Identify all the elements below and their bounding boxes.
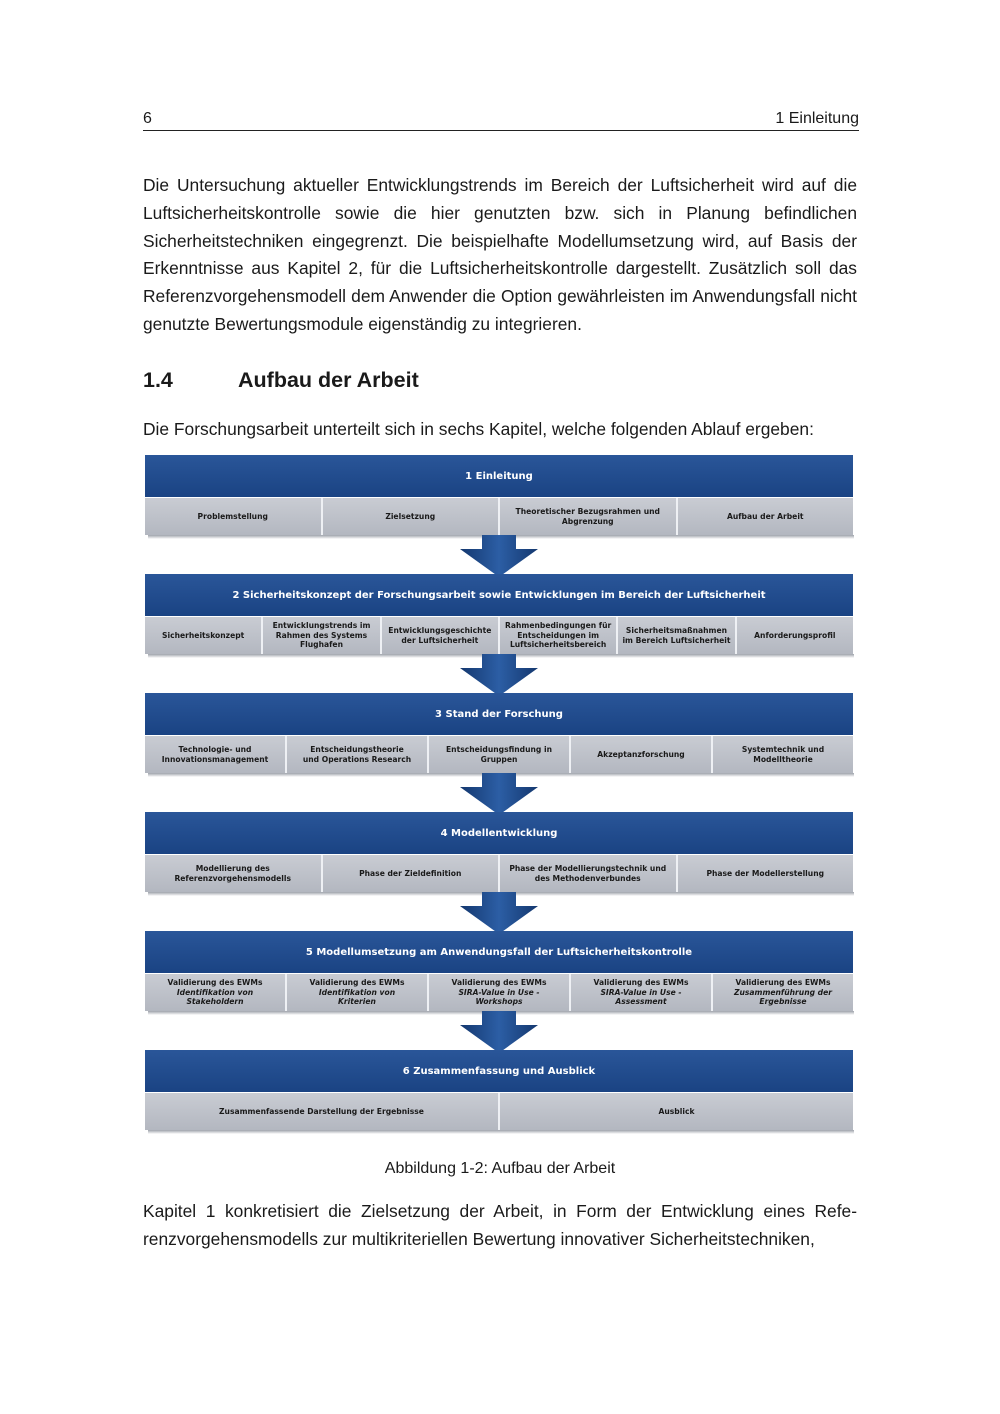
topic-label: Aufbau der Arbeit xyxy=(726,511,804,521)
topic-label: Entwicklungstrends im xyxy=(272,621,371,631)
topic-sublabel: Kriterien xyxy=(338,997,376,1007)
topic-label: im Bereich Luftsicherheit xyxy=(622,635,731,645)
topic-cell xyxy=(429,974,571,1011)
chapter-topics xyxy=(145,617,853,654)
chapter-title: 5 Modellumsetzung am Anwendungsfall der Luftsicherheitskontrolle xyxy=(145,931,853,973)
topic-sublabel: Identifikation von xyxy=(318,987,396,997)
topic-sublabel: SIRA-Value in Use - xyxy=(600,987,682,997)
topic-sublabel: Zusammenführung der xyxy=(733,987,833,997)
topic-label: Referenzvorgehensmodells xyxy=(174,873,292,883)
topic-label: Rahmenbedingungen für xyxy=(505,621,612,631)
topic-cell xyxy=(737,617,853,654)
topic-label: Validierung des EWMs xyxy=(167,978,263,988)
topic-label: Innovationsmanagement xyxy=(161,754,269,764)
topic-label: Akzeptanzforschung xyxy=(597,749,685,759)
flow-arrow-icon xyxy=(460,654,538,696)
running-chapter-title: 1 Einleitung xyxy=(775,110,859,127)
topic-sublabel: Ergebnisse xyxy=(759,997,807,1007)
chapter-topics xyxy=(145,974,853,1011)
figure-caption: Abbildung 1-2: Aufbau der Arbeit xyxy=(384,1160,616,1177)
topic-cell xyxy=(500,617,618,654)
topic-label: Validierung des EWMs xyxy=(593,978,689,988)
topic-cell xyxy=(287,736,429,773)
topic-label: Zusammenfassende Darstellung der Ergebnisse xyxy=(219,1106,424,1116)
topic-label: Entwicklungsgeschichte xyxy=(388,626,492,636)
topic-label: Phase der Zieldefinition xyxy=(359,868,462,878)
topic-label: Theoretischer Bezugsrahmen und xyxy=(515,507,660,517)
topic-cell xyxy=(145,974,287,1011)
chapter-title: 6 Zusammenfassung und Ausblick xyxy=(145,1050,853,1092)
topic-cell xyxy=(713,736,853,773)
topic-cell xyxy=(429,736,571,773)
topic-label: Validierung des EWMs xyxy=(735,978,831,988)
topic-label: Sicherheitskonzept xyxy=(162,630,245,640)
topic-label: Entscheidungstheorie xyxy=(310,745,404,755)
page-number: 6 xyxy=(143,110,152,127)
topic-label: Entscheidungen im xyxy=(517,630,600,640)
chapter-topics xyxy=(145,1093,853,1130)
topic-label: Zielsetzung xyxy=(385,511,436,521)
figure-intro-text: Die Forschungsarbeit unterteilt sich in sechs Kapitel, welche folgenden Ablauf ergeben: xyxy=(143,419,814,439)
topic-sublabel: Stakeholdern xyxy=(186,997,244,1007)
structure-diagram xyxy=(145,455,853,1135)
section-number: 1.4 xyxy=(143,368,173,392)
body-paragraph-2: Kapitel 1 konkretisiert die Zielsetzung der Arbeit, in Form der Entwicklung eines Referenzvorgehensmodells zur multikriteriellen Bewertung innovativer Sicherheitstechniken, xyxy=(143,1201,857,1249)
topic-label: Problemstellung xyxy=(197,511,268,521)
topic-cell xyxy=(571,736,713,773)
topic-sublabel: Assessment xyxy=(615,997,667,1007)
flow-arrow-icon xyxy=(460,773,538,815)
topic-label: Validierung des EWMs xyxy=(451,978,547,988)
topic-cell xyxy=(713,974,853,1011)
topic-cell xyxy=(263,617,381,654)
topic-label: Rahmen des Systems xyxy=(275,630,368,640)
topic-cell xyxy=(145,498,323,535)
topic-label: Luftsicherheitsbereich xyxy=(509,640,607,650)
topic-cell xyxy=(500,498,678,535)
flow-arrow-icon xyxy=(460,1011,538,1053)
topic-label: des Methodenverbundes xyxy=(534,873,641,883)
topic-cell xyxy=(323,498,501,535)
topic-cell xyxy=(145,736,287,773)
topic-cell xyxy=(145,617,263,654)
chapter-title: 4 Modellentwicklung xyxy=(145,812,853,854)
block-shadow xyxy=(148,1130,854,1134)
chapter-topics xyxy=(145,498,853,535)
topic-cell xyxy=(382,617,500,654)
topic-cell xyxy=(323,855,501,892)
topic-cell xyxy=(287,974,429,1011)
topic-cell xyxy=(145,855,323,892)
topic-label: Modellierung des xyxy=(195,864,270,874)
topic-label: Modelltheorie xyxy=(753,754,813,764)
body-paragraph-1: Die Untersuchung aktueller Entwicklungstrends im Bereich der Luftsicherheit wird auf die Luftsicherheitskontrolle sowie die hier genutzten bzw. sich in Planung befindlichen Sicherheitstechniken eingegrenzt. Die beispielhafte Modellumsetzung wird, auf Basis der Erkenntnisse aus Kapitel 2, für die Luftsicherheitskontrolle dargestellt. Zusätzlich soll das Referenzvorgehensmodell dem Anwender die Option gewährleisten im Anwendungsfall nicht genutzte Bewertungsmodule eigenständig zu integrieren. xyxy=(143,175,857,334)
topic-sublabel: Workshops xyxy=(475,997,523,1007)
topic-label: Phase der Modellierungstechnik und xyxy=(509,864,667,874)
chapter-title: 1 Einleitung xyxy=(145,455,853,497)
topic-label: Anforderungsprofil xyxy=(754,630,836,640)
topic-label: Validierung des EWMs xyxy=(309,978,405,988)
topic-label: Flughafen xyxy=(299,640,343,650)
topic-label: Phase der Modellerstellung xyxy=(706,868,825,878)
topic-cell xyxy=(678,855,854,892)
topic-cell xyxy=(571,974,713,1011)
chapter-title: 3 Stand der Forschung xyxy=(145,693,853,735)
topic-label: Abgrenzung xyxy=(561,516,614,526)
topic-sublabel: Identifikation von xyxy=(176,987,254,997)
topic-cell xyxy=(145,1093,500,1130)
chapter-title: 2 Sicherheitskonzept der Forschungsarbeit sowie Entwicklungen im Bereich der Luftsicherheit xyxy=(145,574,853,616)
topic-label: Systemtechnik und xyxy=(741,745,825,755)
topic-cell xyxy=(678,498,854,535)
topic-label: und Operations Research xyxy=(302,754,412,764)
section-title: Aufbau der Arbeit xyxy=(238,368,419,392)
topic-label: Technologie- und xyxy=(178,745,252,755)
chapter-topics xyxy=(145,855,853,892)
topic-cell xyxy=(500,855,678,892)
topic-label: Gruppen xyxy=(480,754,518,764)
topic-label: Ausblick xyxy=(658,1106,695,1116)
topic-cell xyxy=(500,1093,853,1130)
topic-sublabel: SIRA-Value in Use - xyxy=(458,987,540,997)
topic-label: der Luftsicherheit xyxy=(401,635,479,645)
topic-cell xyxy=(618,617,736,654)
page-header xyxy=(143,110,859,131)
topic-label: Sicherheitsmaßnahmen xyxy=(625,626,728,636)
topic-label: Entscheidungsfindung in xyxy=(446,745,552,755)
flow-arrow-icon xyxy=(460,535,538,577)
flow-arrow-icon xyxy=(460,892,538,934)
chapter-topics xyxy=(145,736,853,773)
